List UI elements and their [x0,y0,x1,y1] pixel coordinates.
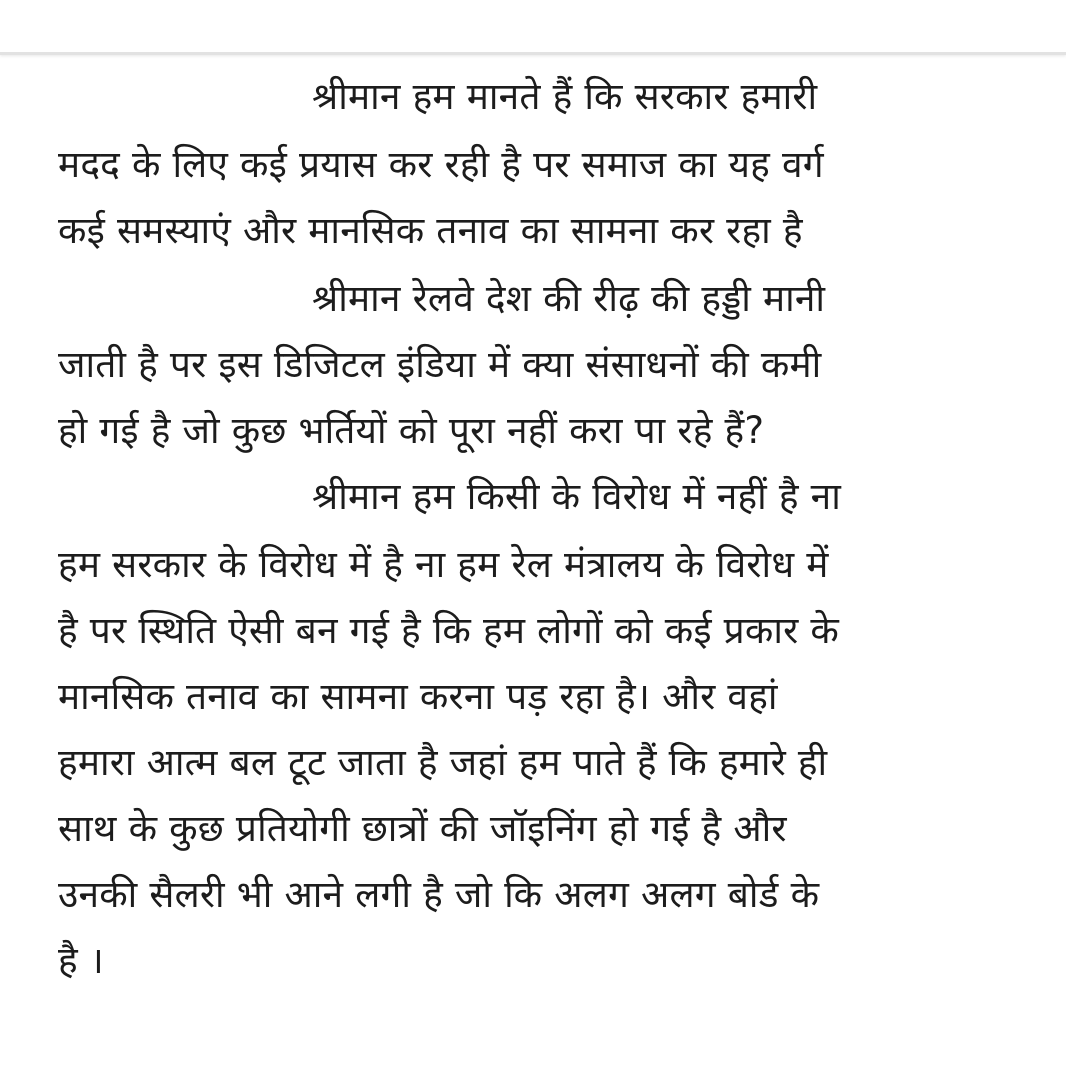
top-bar [0,0,1066,55]
text-line-1: श्रीमान हम मानते हैं कि सरकार हमारी [312,75,818,118]
text-line-7: श्रीमान हम किसी के विरोध में नहीं है ना [312,475,841,518]
text-line-4: श्रीमान रेलवे देश की रीढ़ की हड्डी मानी [312,277,826,320]
text-line-3: कई समस्याएं और मानसिक तनाव का सामना कर रहा है [58,209,803,252]
text-line-9: है पर स्थिति ऐसी बन गई है कि हम लोगों को कई प्रकार के [58,609,840,652]
text-line-5: जाती है पर इस डिजिटल इंडिया में क्या संसाधनों की कमी [58,343,822,386]
text-line-11: हमारा आत्म बल टूट जाता है जहां हम पाते हैं कि हमारे ही [58,741,828,784]
text-line-13: उनकी सैलरी भी आने लगी है जो कि अलग अलग बोर्ड के [58,873,820,916]
text-line-2: मदद के लिए कई प्रयास कर रही है पर समाज का यह वर्ग [58,143,824,186]
text-line-12: साथ के कुछ प्रतियोगी छात्रों की जॉइनिंग हो गई है और [58,807,787,850]
text-line-6: हो गई है जो कुछ भर्तियों को पूरा नहीं करा पा रहे हैं? [58,409,765,452]
text-line-8: हम सरकार के विरोध में है ना हम रेल मंत्रालय के विरोध में [58,543,829,586]
text-line-10: मानसिक तनाव का सामना करना पड़ रहा है। और वहां [58,675,778,718]
text-line-14: है । [58,939,105,982]
